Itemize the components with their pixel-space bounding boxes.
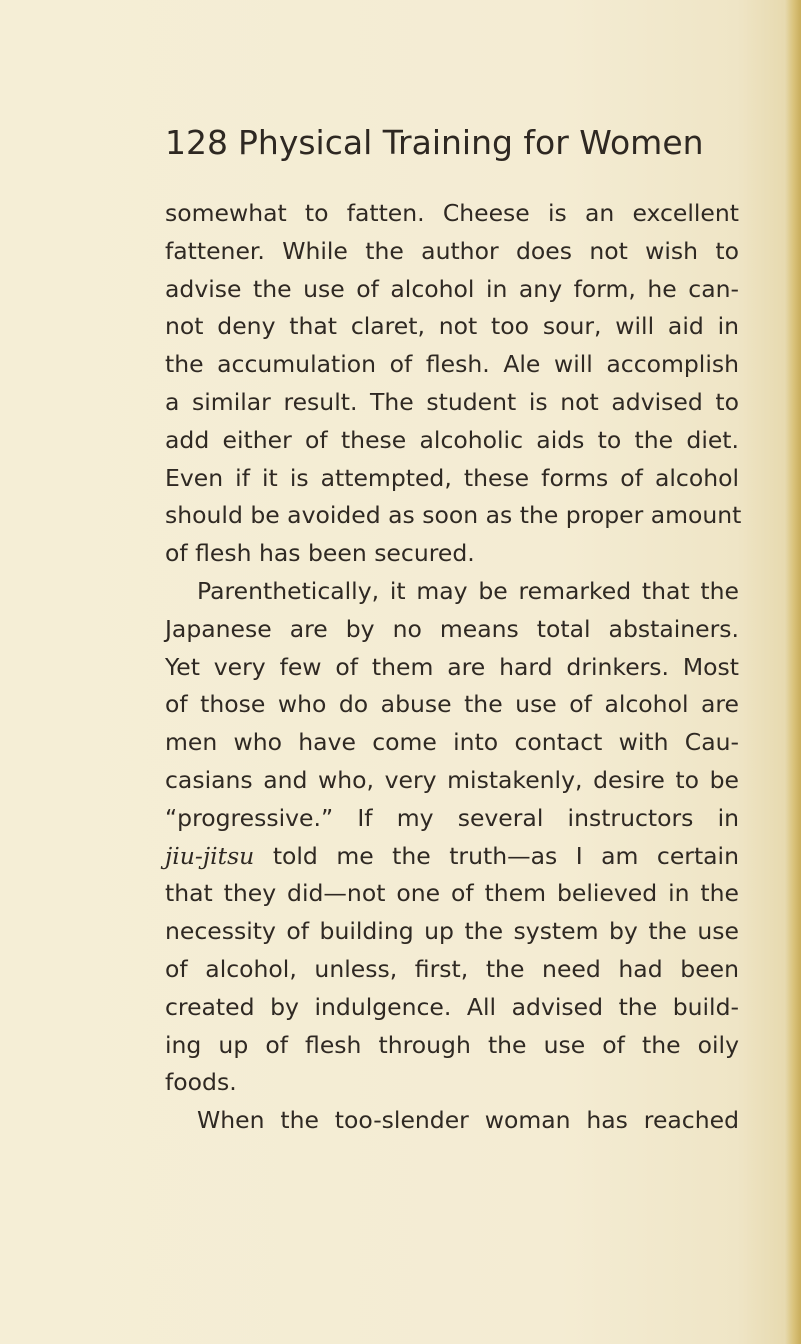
paragraph-start-line: When the too-slender woman has reached xyxy=(197,1106,739,1135)
text-line: the accumulation of flesh. Ale will accomplish xyxy=(165,350,739,379)
text-line-with-italic xyxy=(165,838,739,876)
running-header xyxy=(165,118,745,168)
text-line-remainder: told me the truth—as I am certain xyxy=(272,841,739,870)
text-line: of those who do abuse the use of alcohol are xyxy=(165,690,739,719)
text-line: advise the use of alcohol in any form, he can- xyxy=(165,274,739,303)
text-line: foods. xyxy=(165,1068,237,1097)
text-line: Japanese are by no means total abstainers. xyxy=(165,614,739,643)
body-text xyxy=(165,195,742,1140)
text-line: add either of these alcoholic aids to the diet. xyxy=(165,425,739,454)
text-line: of alcohol, unless, first, the need had been xyxy=(165,954,739,983)
page-edge-shadow xyxy=(785,0,801,1344)
text-line: that they did—not one of them believed in the xyxy=(165,879,739,908)
italic-term: jiu-jitsu xyxy=(165,841,255,870)
paragraph-start-line: Parenthetically, it may be remarked that the xyxy=(197,576,739,605)
text-line: Yet very few of them are hard drinkers. Most xyxy=(165,652,739,681)
text-line: men who have come into contact with Cau- xyxy=(165,728,739,757)
text-line: Even if it is attempted, these forms of alcohol xyxy=(165,463,739,492)
text-line: fattener. While the author does not wish to xyxy=(165,236,739,265)
text-line: “progressive.” If my several instructors in xyxy=(165,803,739,832)
text-line: somewhat to fatten. Cheese is an excellent xyxy=(165,199,739,227)
text-line: ing up of flesh through the use of the oily xyxy=(165,1030,739,1059)
text-line: created by indulgence. All advised the build- xyxy=(165,992,739,1021)
text-line: casians and who, very mistakenly, desire to be xyxy=(165,765,739,794)
text-line: of flesh has been secured. xyxy=(165,539,475,568)
text-line: a similar result. The student is not advised to xyxy=(165,387,739,416)
running-title: Physical Training for Women xyxy=(238,123,704,162)
text-line: not deny that claret, not too sour, will aid in xyxy=(165,312,739,341)
page-number: 128 xyxy=(165,123,228,162)
text-line: should be avoided as soon as the proper amount xyxy=(165,501,742,530)
text-line: necessity of building up the system by the use xyxy=(165,917,739,946)
